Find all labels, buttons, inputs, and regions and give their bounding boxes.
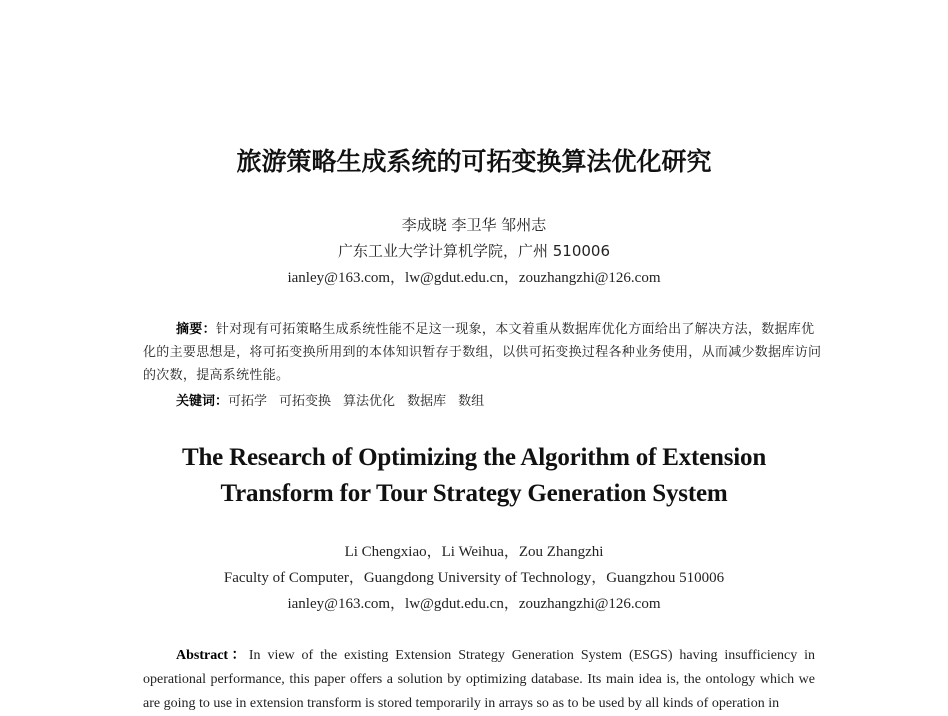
english-abstract-text: In view of the existing Extension Strategy Generation System (ESGS) having insufficiency in operational performance, this paper offers a solution by optimizing database. Its main idea is, the ontology which we are going to use in extension transform is stored temporarily in arrays so as to be used by all kinds of operation in: [143, 648, 815, 711]
chinese-title: 旅游策略生成系统的可拓变换算法优化研究: [236, 147, 712, 176]
chinese-abstract-text: 针对现有可拓策略生成系统性能不足这一现象，本文着重从数据库优化方面给出了解决方法，数据库优化的主要思想是，将可拓变换所用到的本体知识暂存于数组，以供可拓变换过程各种业务使用，从而减少数据库访问的次数，提高系统性能。: [143, 322, 822, 383]
english-emails: ianley@163.com，lw@gdut.edu.cn，zouzhangzhi@126.com: [287, 596, 661, 612]
chinese-emails: ianley@163.com，lw@gdut.edu.cn，zouzhangzhi@126.com: [287, 270, 661, 286]
chinese-abstract-label: 摘要：: [176, 322, 216, 337]
english-abstract-label: Abstract：: [176, 648, 249, 663]
keyword: 可拓学: [228, 394, 268, 409]
chinese-affiliation: 广东工业大学计算机学院，广州 510006: [337, 242, 611, 260]
chinese-keywords-label: 关键词：: [176, 394, 229, 409]
keyword: 数组: [458, 394, 485, 409]
chinese-authors: 李成晓 李卫华 邹州志: [401, 216, 547, 234]
keyword: 可拓变换: [279, 394, 332, 409]
keyword: 算法优化: [343, 394, 396, 409]
chinese-abstract: [143, 318, 823, 387]
english-affiliation: Faculty of Computer，Guangdong University of Technology，Guangzhou 510006: [223, 570, 725, 586]
english-title-line-1: The Research of Optimizing the Algorithm of Extension: [181, 444, 767, 471]
english-abstract: [143, 644, 815, 716]
english-title-line-2: Transform for Tour Strategy Generation System: [220, 480, 728, 507]
keyword: 数据库: [407, 394, 447, 409]
english-authors: Li Chengxiao，Li Weihua，Zou Zhangzhi: [344, 544, 604, 560]
chinese-keywords: [176, 390, 496, 409]
english-title: [0, 440, 948, 512]
